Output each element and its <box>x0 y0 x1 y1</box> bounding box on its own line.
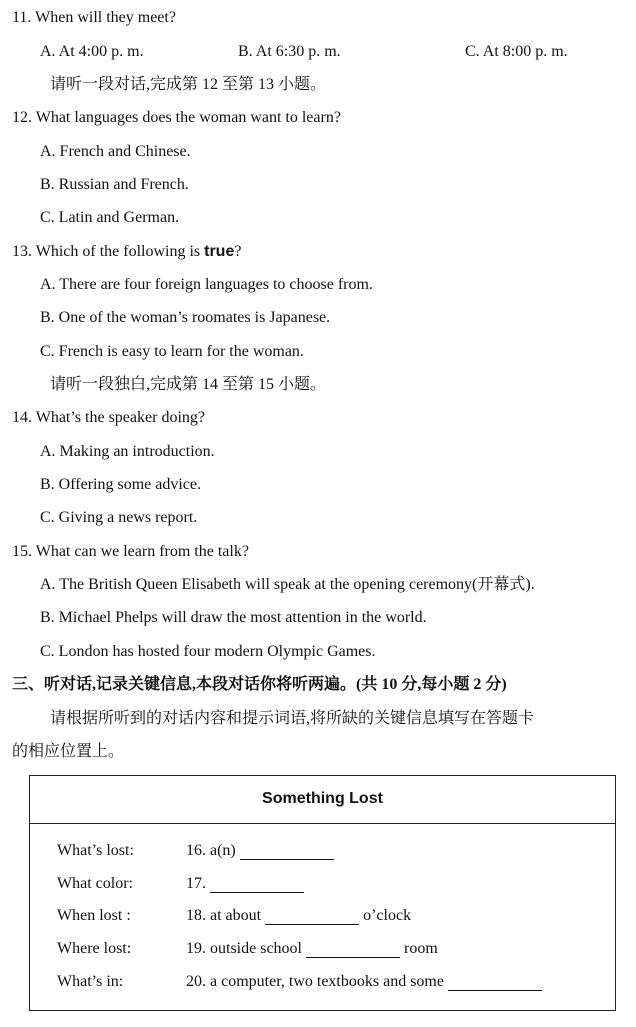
row-label-when-lost: When lost : <box>57 907 131 924</box>
value-text: 18. at about <box>186 907 262 924</box>
table-row <box>30 875 615 897</box>
question-13 <box>12 242 241 262</box>
value-suffix: room <box>404 940 438 957</box>
value-text: 20. a computer, two textbooks and some <box>186 973 444 990</box>
answer-blank-19[interactable] <box>306 941 400 958</box>
q12-option-b: B. Russian and French. <box>40 176 189 193</box>
q12-option-a: A. French and Chinese. <box>40 143 191 160</box>
row-label-whats-in: What’s in: <box>57 973 124 990</box>
something-lost-table <box>29 775 616 1011</box>
question-12: 12. What languages does the woman want to learn? <box>12 109 341 126</box>
row-label-whats-lost: What’s lost: <box>57 842 134 859</box>
q14-option-a: A. Making an introduction. <box>40 443 215 460</box>
q14-option-b: B. Offering some advice. <box>40 476 201 493</box>
row-value-16 <box>186 842 338 860</box>
question-14: 14. What’s the speaker doing? <box>12 409 205 426</box>
q13-option-a: A. There are four foreign languages to choose from. <box>40 276 373 293</box>
row-value-17 <box>186 875 308 893</box>
section-3-instructions-line2: 的相应位置上。 <box>12 743 125 760</box>
q11-option-c: C. At 8:00 p. m. <box>465 43 568 60</box>
answer-blank-17[interactable] <box>210 876 304 893</box>
question-15: 15. What can we learn from the talk? <box>12 543 249 560</box>
question-11: 11. When will they meet? <box>12 9 176 26</box>
q15-option-a: A. The British Queen Elisabeth will speak at the opening ceremony(开幕式). <box>40 576 535 593</box>
table-row <box>30 907 615 929</box>
section-3-instructions-line1: 请根据所听到的对话内容和提示词语,将所缺的关键信息填写在答题卡 <box>50 710 535 727</box>
value-text: 16. a(n) <box>186 842 236 859</box>
table-row <box>30 842 615 864</box>
q13-bold-word: true <box>204 243 235 260</box>
q15-option-b: B. Michael Phelps will draw the most attention in the world. <box>40 609 427 626</box>
q11-option-a: A. At 4:00 p. m. <box>40 43 144 60</box>
value-suffix: o’clock <box>363 907 412 924</box>
q13-suffix: ? <box>234 243 242 260</box>
q11-option-b: B. At 6:30 p. m. <box>238 43 341 60</box>
table-title: Something Lost <box>262 790 383 807</box>
answer-blank-20[interactable] <box>448 974 542 991</box>
table-row <box>30 940 615 962</box>
q13-option-b: B. One of the woman’s roomates is Japanese. <box>40 309 331 326</box>
q14-option-c: C. Giving a news report. <box>40 509 198 526</box>
value-text: 19. outside school <box>186 940 302 957</box>
q12-option-c: C. Latin and German. <box>40 209 180 226</box>
row-label-what-color: What color: <box>57 875 133 892</box>
row-value-18 <box>186 907 411 925</box>
instruction-12-13: 请听一段对话,完成第 12 至第 13 小题。 <box>50 76 327 93</box>
q13-prefix: 13. Which of the following is <box>12 243 205 260</box>
row-value-19 <box>186 940 438 958</box>
section-3-heading: 三、听对话,记录关键信息,本段对话你将听两遍。(共 10 分,每小题 2 分) <box>12 676 507 693</box>
answer-blank-18[interactable] <box>265 908 359 925</box>
q15-option-c: C. London has hosted four modern Olympic Games. <box>40 643 376 660</box>
instruction-14-15: 请听一段独白,完成第 14 至第 15 小题。 <box>50 376 327 393</box>
table-row <box>30 973 615 995</box>
value-text: 17. <box>186 875 206 892</box>
row-label-where-lost: Where lost: <box>57 940 132 957</box>
q13-option-c: C. French is easy to learn for the woman. <box>40 343 304 360</box>
table-divider <box>30 823 615 824</box>
answer-blank-16[interactable] <box>240 843 334 860</box>
row-value-20 <box>186 973 546 991</box>
